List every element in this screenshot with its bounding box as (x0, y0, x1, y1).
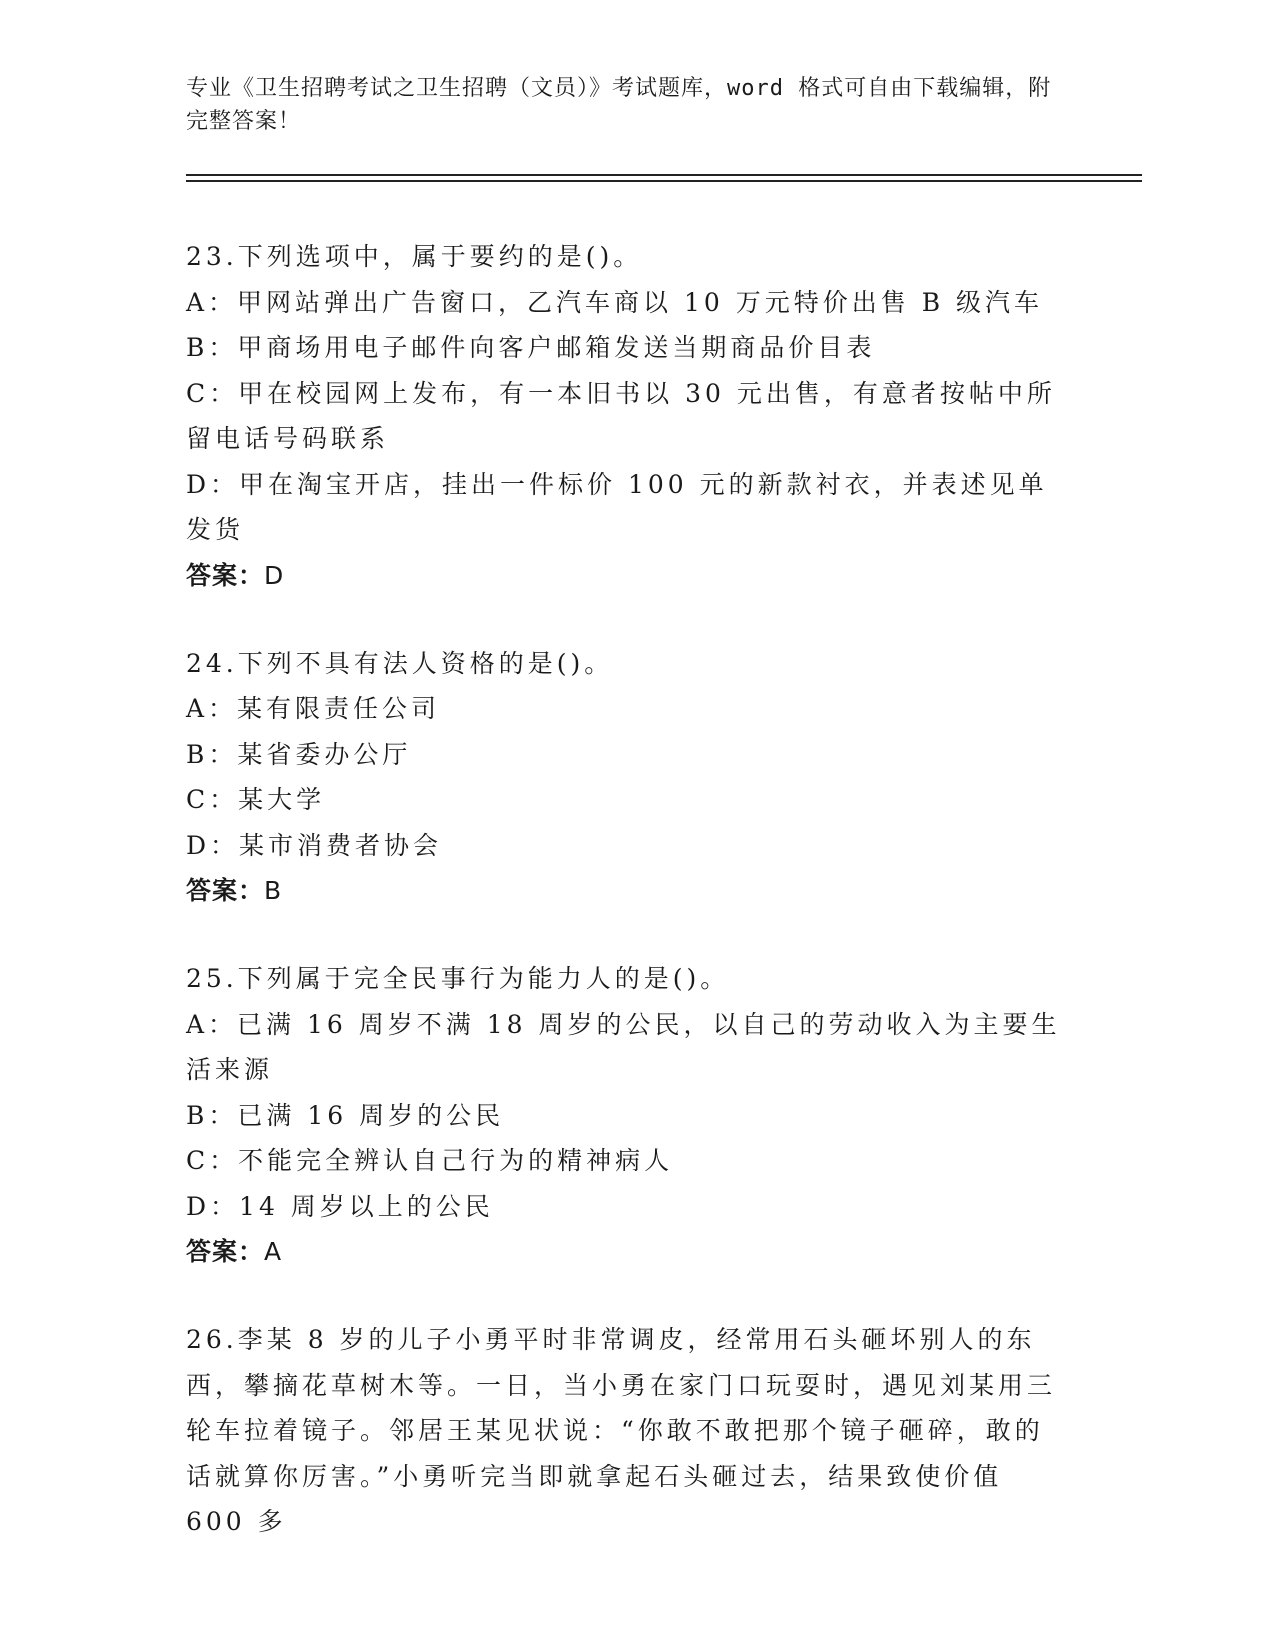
answer-value: A (264, 1237, 283, 1266)
document-header: 专业《卫生招聘考试之卫生招聘（文员）》考试题库，word 格式可自由下载编辑，附完整答案！ (186, 76, 1052, 134)
option-a: A：已满 16 周岁不满 18 周岁的公民，以自己的劳动收入为主要生活来源 (186, 1009, 1061, 1084)
header-divider (186, 174, 1142, 176)
option-b: B：甲商场用电子邮件向客户邮箱发送当期商品价目表 (186, 333, 876, 362)
option-d: D：甲在淘宝开店，挂出一件标价 100 元的新款衬衣，并表述见单发货 (186, 469, 1048, 544)
option-c: C：不能完全辨认自己行为的精神病人 (186, 1146, 674, 1175)
answer-label: 答案： (186, 1237, 265, 1266)
answer-label: 答案： (186, 560, 265, 590)
option-a: A：甲网站弹出广告窗口，乙汽车商以 10 万元特价出售 B 级汽车 (186, 287, 1044, 317)
option-d: D：14 周岁以上的公民 (186, 1191, 494, 1221)
answer-value: D (264, 560, 285, 590)
option-c: C：某大学 (186, 785, 326, 814)
question-24 (186, 641, 1066, 915)
question-stem: 25.下列属于完全民事行为能力人的是()。 (186, 964, 730, 993)
question-stem: 23.下列选项中，属于要约的是()。 (186, 242, 643, 271)
question-26 (186, 1317, 1066, 1545)
option-d: D：某市消费者协会 (186, 830, 443, 860)
answer-label: 答案： (186, 876, 265, 905)
header-divider-secondary (186, 180, 1142, 182)
answer-line (186, 553, 1066, 599)
option-b: B：某省委办公厅 (186, 739, 412, 769)
question-25 (186, 956, 1066, 1275)
option-c: C：甲在校园网上发布，有一本旧书以 30 元出售，有意者按帖中所留电话号码联系 (186, 378, 1056, 453)
answer-line (186, 868, 1066, 914)
question-23 (186, 234, 1066, 599)
question-stem: 24.下列不具有法人资格的是()。 (186, 648, 614, 678)
answer-line (186, 1229, 1066, 1275)
option-a: A：某有限责任公司 (186, 694, 441, 723)
question-list (186, 234, 1066, 1587)
question-stem: 26.李某 8 岁的儿子小勇平时非常调皮，经常用石头砸坏别人的东西，攀摘花草树木等。一日，当小勇在家门口玩耍时，遇见刘某用三轮车拉着镜子。邻居王某见状说：“你敢不敢把那个镜子砸碎，敢的话就算你厉害。”小勇听完当即就拿起石头砸过去，结果致使价值 600 多 (186, 1325, 1057, 1536)
answer-value: B (264, 876, 283, 905)
option-b: B：已满 16 周岁的公民 (186, 1100, 505, 1130)
